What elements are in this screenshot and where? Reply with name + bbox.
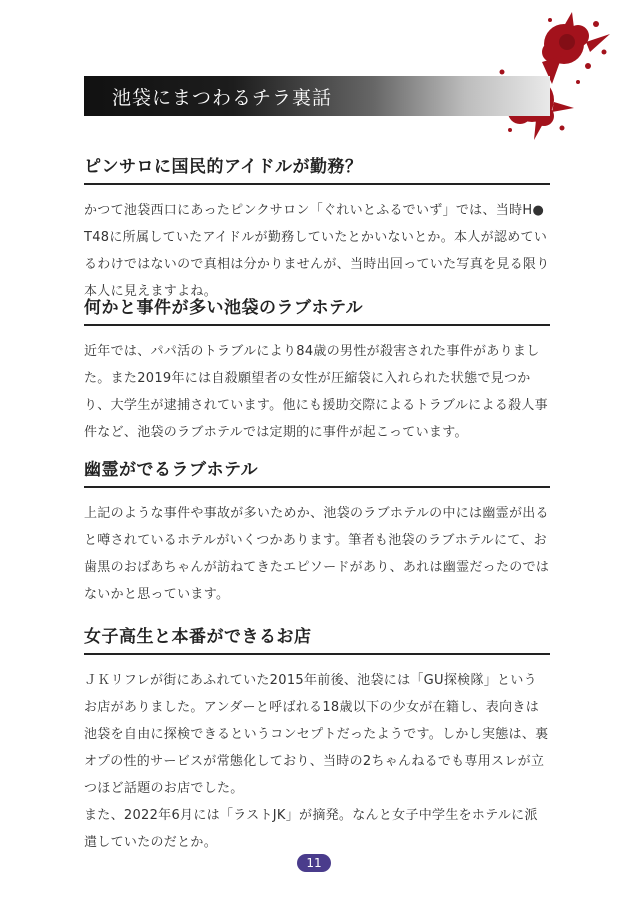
section-body xyxy=(84,667,550,856)
chapter-title: 池袋にまつわるチラ裏話 xyxy=(112,87,333,109)
paragraph: 近年では、パパ活のトラブルにより84歳の男性が殺害された事件がありました。また2019年には自殺願望者の女性が圧縮袋に入れられた状態で見つかり、大学生が逮捕されています。他にも援助交際によるトラブルによる殺人事件など、池袋のラブホテルでは定期的に事件が起こっています。 xyxy=(84,344,548,440)
section-idol-salon xyxy=(84,152,550,305)
section-title: 幽霊がでるラブホテル xyxy=(84,455,550,488)
paragraph: また、2022年6月には「ラストJK」が摘発。なんと女子中学生をホテルに派遣していたのだとか。 xyxy=(84,808,538,850)
section-body xyxy=(84,197,550,305)
section-body xyxy=(84,500,550,608)
page-number: 11 xyxy=(297,854,331,872)
section-title: 何かと事件が多い池袋のラブホテル xyxy=(84,293,550,326)
section-title: 女子高生と本番ができるお店 xyxy=(84,622,550,655)
chapter-banner xyxy=(84,76,550,116)
section-title: ピンサロに国民的アイドルが勤務？ xyxy=(84,152,550,185)
section-haunted-hotel xyxy=(84,455,550,608)
section-body xyxy=(84,338,550,446)
paragraph: かつて池袋西口にあったピンクサロン「ぐれいとふるでいず」では、当時H●T48に所属していたアイドルが勤務していたとかいないとか。本人が認めているわけではないので真相は分かりませんが、当時出回っていた写真を見る限り本人に見えますよね。 xyxy=(84,203,550,299)
paragraph: 上記のような事件や事故が多いためか、池袋のラブホテルの中には幽霊が出ると噂されているホテルがいくつかあります。筆者も池袋のラブホテルにて、お歯黒のおばあちゃんが訪ねてきたエピソードがあり、あれは幽霊だったのではないかと思っています。 xyxy=(84,506,550,602)
section-love-hotel-incidents xyxy=(84,293,550,446)
paragraph: ＪＫリフレが街にあふれていた2015年前後、池袋には「GU探検隊」というお店がありました。アンダーと呼ばれる18歳以下の少女が在籍し、表向きは池袋を自由に探検できるというコンセプトだったようです。しかし実態は、裏オプの性的サービスが常態化しており、当時の2ちゃんねるでも専用スレが立つほど話題のお店でした。 xyxy=(84,673,549,796)
section-jk-shop xyxy=(84,622,550,856)
